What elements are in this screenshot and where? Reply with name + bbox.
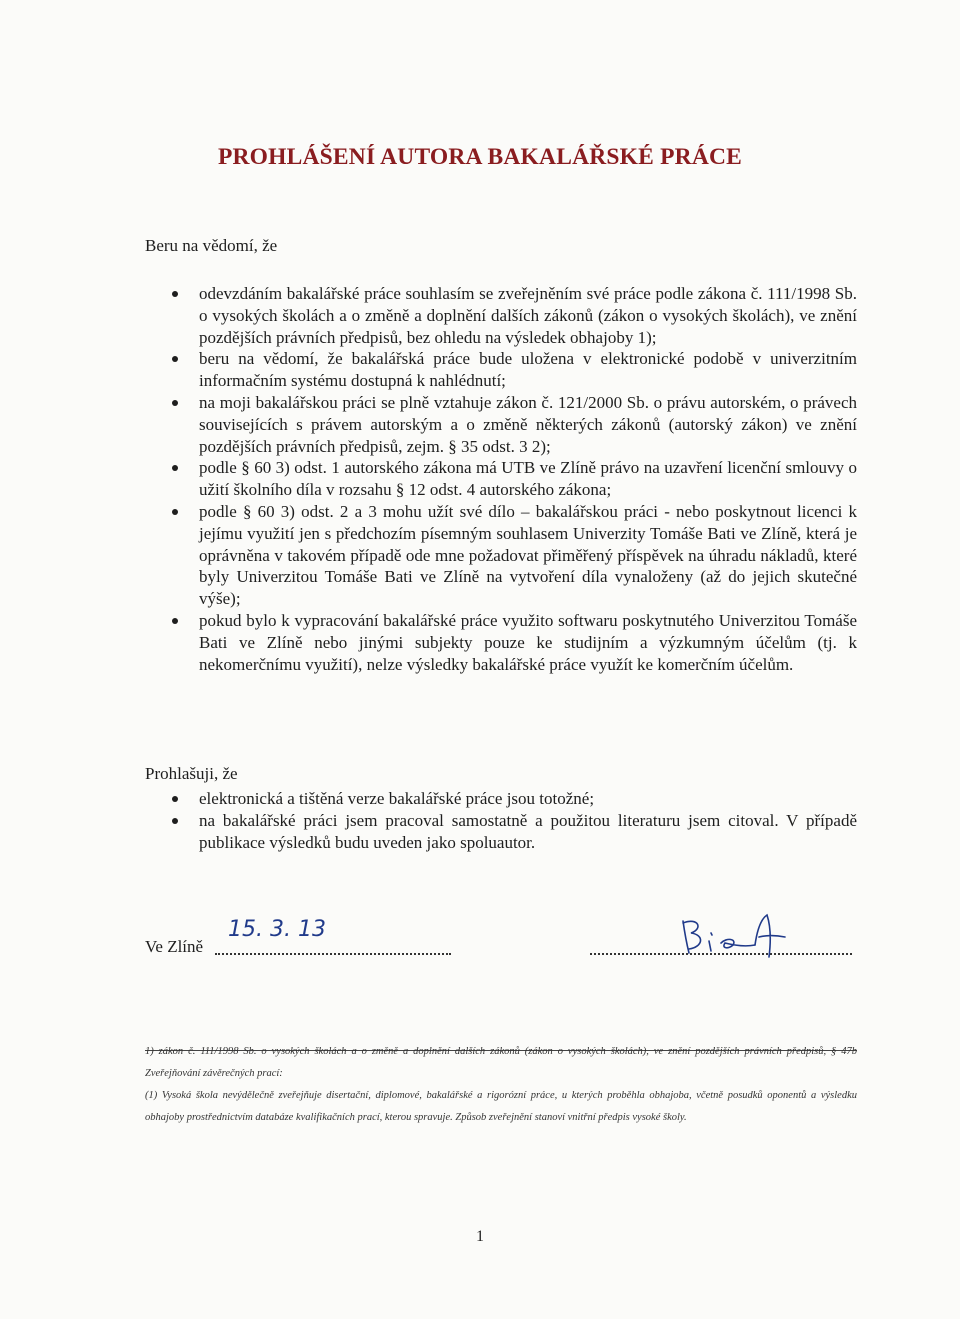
acknowledge-list [145,283,857,675]
footnote-1: 1) zákon č. 111/1998 Sb. o vysokých školách a o změně a doplnění dalších zákonů (zákon o vysokých školách), ve znění pozdějších právních předpisů, § 47b Zveřejňování závěrečných prací: [145,1046,857,1079]
date-line [215,953,451,955]
footnote-1-paragraph: (1) Vysoká škola nevýdělečně zveřejňuje disertační, diplomové, bakalářské a rigorózní práce, u kterých proběhla obhajoba, včetně posudků oponentů a výsledku obhajoby prostřednictvím databáze kvalifikačních prací, kterou spravuje. Způsob zveřejnění stanoví vnitřní předpis vysoké školy. [145,1090,857,1123]
signature-image [675,911,795,959]
list-item: pokud bylo k vypracování bakalářské práce využito softwaru poskytnutého Univerzitou Tomáše Bati ve Zlíně nebo jinými subjekty pouze ke studijním a výzkumným účelům (tj. k nekomerčnímu využití), nelze výsledky bakalářské práce využít ke komerčním účelům. [145,610,857,675]
list-item: na bakalářské práci jsem pracoval samostatně a použitou literaturu jsem citoval. V případě publikace výsledků budu uveden jako spoluautor. [145,810,857,854]
place-label: Ve Zlíně [145,937,204,956]
page-title: PROHLÁŠENÍ AUTORA BAKALÁŘSKÉ PRÁCE [217,144,743,170]
section-declare-heading: Prohlašuji, že [145,764,238,783]
list-item: podle § 60 3) odst. 1 autorského zákona má UTB ve Zlíně právo na uzavření licenční smlouvy o užití školního díla v rozsahu § 12 odst. 4 autorského zákona; [145,457,857,501]
page-number: 1 [476,1228,484,1245]
place-date-signature-row [145,917,857,975]
footnotes [145,1041,857,1129]
list-item: podle § 60 3) odst. 2 a 3 mohu užít své dílo – bakalářskou práci - nebo poskytnout licenci k jejímu využití jen s předchozím písemným souhlasem Univerzity Tomáše Bati ve Zlíně, která je oprávněna v takovém případě ode mne požadovat přiměřený příspěvek na úhradu nákladů, které byly Univerzitou Tomáše Bati ve Zlíně na vytvoření díla vynaloženy (až do jejich skutečné výše); [145,501,857,610]
list-item: beru na vědomí, že bakalářská práce bude uložena v elektronické podobě v univerzitním informačním systému dostupná k nahlédnutí; [145,348,857,392]
declare-list [145,788,857,853]
list-item: na moji bakalářskou práci se plně vztahuje zákon č. 121/2000 Sb. o právu autorském, o právech souvisejících s právem autorským a o změně některých zákonů (autorský zákon) ve znění pozdějších právních předpisů, zejm. § 35 odst. 3 2); [145,392,857,457]
handwritten-date: 15. 3. 13 [228,917,326,942]
section-acknowledge-heading: Beru na vědomí, že [145,236,278,255]
list-item: odevzdáním bakalářské práce souhlasím se zveřejněním své práce podle zákona č. 111/1998 Sb. o vysokých školách a o změně a doplnění dalších zákonů (zákon o vysokých školách), ve znění pozdějších právních předpisů, bez ohledu na výsledek obhajoby 1); [145,283,857,348]
list-item: elektronická a tištěná verze bakalářské práce jsou totožné; [145,788,857,810]
